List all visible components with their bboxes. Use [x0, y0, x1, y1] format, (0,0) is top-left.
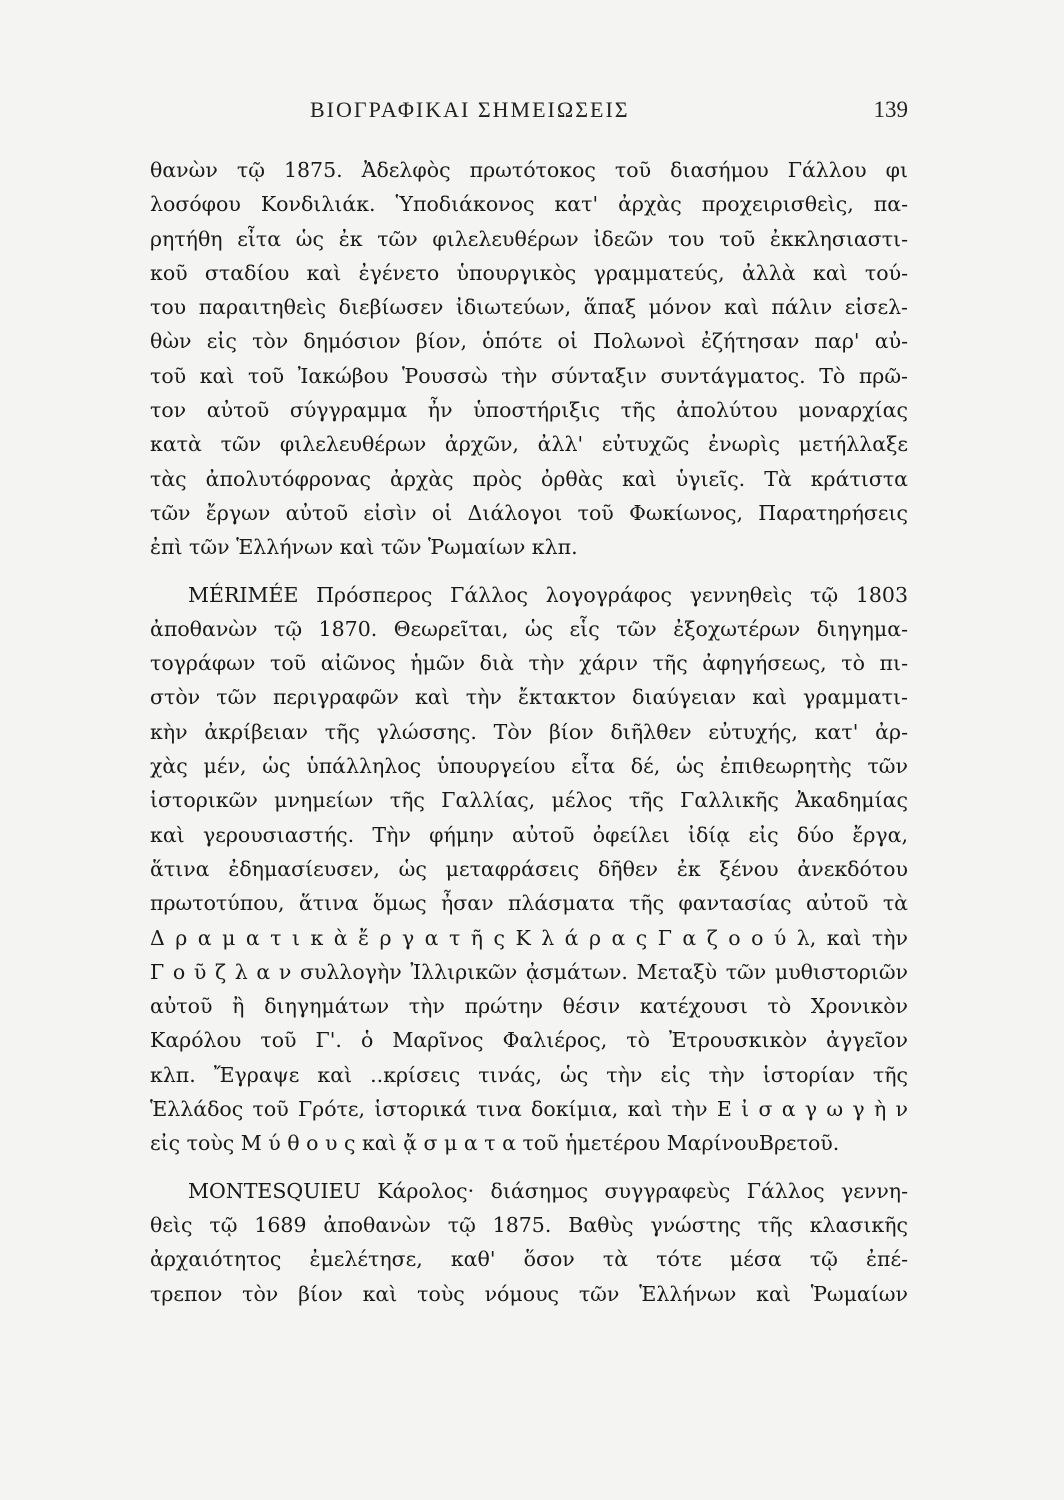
text-line: τρεπον τὸν βίον καὶ τοὺς νόμους τῶν Ἑλλήνων καὶ Ῥωμαίων — [150, 1281, 908, 1306]
text-line: κατὰ τῶν φιλελευθέρων ἀρχῶν, ἀλλ' εὐτυχῶς ἐνωρὶς μετήλλαξε — [150, 432, 908, 457]
text-line: MÉRIMÉE Πρόσπερος Γάλλος λογογράφος γεννηθεὶς τῷ 1803 — [188, 582, 908, 607]
text-line: MONTESQUIEU Κάρολος· διάσημος συγγραφεὺς Γάλλος γεννη- — [188, 1178, 908, 1203]
text-line: θανὼν τῷ 1875. Ἀδελφὸς πρωτότοκος τοῦ διασήμου Γάλλου φι — [150, 158, 908, 182]
text-line: καὶ γερουσιαστής. Τὴν φήμην αὐτοῦ ὀφείλει ἰδίᾳ εἰς δύο ἔργα, — [150, 822, 908, 847]
text-line: ἱστορικῶν μνημείων τῆς Γαλλίας, μέλος τῆς Γαλλικῆς Ἀκαδημίας — [150, 788, 908, 813]
paragraph-condillac-continued — [150, 153, 908, 565]
text-line: τον αὐτοῦ σύγγραμμα ἦν ὑποστήριξις τῆς ἀπολύτου μοναρχίας — [150, 398, 908, 423]
text-line: ἐπὶ τῶν Ἑλλήνων καὶ τῶν Ῥωμαίων κλπ. — [150, 535, 578, 560]
text-line: ἅτινα ἐδημασίευσεν, ὡς μεταφράσεις δῆθεν ἐκ ξένου ἀνεκδότου — [150, 856, 908, 881]
text-line: πρωτοτύπου, ἅτινα ὅμως ἦσαν πλάσματα τῆς φαντασίας αὐτοῦ τὰ — [150, 891, 908, 916]
page-number: 139 — [873, 97, 908, 122]
text-line: Ἑλλάδος τοῦ Γρότε, ἱστορικά τινα δοκίμια, καὶ τὴν Ε ἰ σ α γ ω γ ὴ ν — [150, 1097, 908, 1122]
text-line: χὰς μέν, ὡς ὑπάλληλος ὑπουργείου εἶτα δέ, ὡς ἐπιθεωρητὴς τῶν — [150, 754, 908, 779]
page-header — [150, 97, 908, 131]
text-line: τογράφων τοῦ αἰῶνος ἡμῶν διὰ τὴν χάριν τῆς ἀφηγήσεως, τὸ πι- — [150, 651, 908, 676]
running-title: ΒΙΟΓΡΑΦΙΚΑΙ ΣΗΜΕΙΩΣΕΙΣ — [310, 97, 630, 122]
body-text — [150, 153, 908, 1311]
text-line: του παραιτηθεὶς διεβίωσεν ἰδιωτεύων, ἅπαξ μόνον καὶ πάλιν εἰσελ- — [150, 295, 908, 320]
paragraph-merimee — [150, 578, 908, 1161]
text-line: τῶν ἔργων αὐτοῦ εἰσὶν οἱ Διάλογοι τοῦ Φωκίωνος, Παρατηρήσεις — [150, 500, 908, 525]
text-line: ρητήθη εἶτα ὡς ἐκ τῶν φιλελευθέρων ἰδεῶν του τοῦ ἐκκλησιαστι- — [150, 226, 908, 251]
text-line: αὐτοῦ ἢ διηγημάτων τὴν πρώτην θέσιν κατέχουσι τὸ Χρονικὸν — [150, 994, 908, 1019]
paragraph-montesquieu — [150, 1174, 908, 1311]
text-line: ἀρχαιότητος ἐμελέτησε, καθ' ὅσον τὰ τότε μέσα τῷ ἐπέ- — [150, 1247, 908, 1272]
text-line: κὴν ἀκρίβειαν τῆς γλώσσης. Τὸν βίον διῆλθεν εὐτυχής, κατ' ἀρ- — [150, 719, 908, 744]
text-line: κοῦ σταδίου καὶ ἐγένετο ὑπουργικὸς γραμματεύς, ἀλλὰ καὶ τού- — [150, 260, 908, 285]
text-line: τὰς ἀπολυτόφρονας ἀρχὰς πρὸς ὀρθὰς καὶ ὑγιεῖς. Τὰ κράτιστα — [150, 466, 908, 491]
text-line: στὸν τῶν περιγραφῶν καὶ τὴν ἔκτακτον διαύγειαν καὶ γραμματι- — [150, 685, 908, 710]
text-line: Γ ο ῦ ζ λ α ν συλλογὴν Ἰλλιρικῶν ᾀσμάτων. Μεταξὺ τῶν μυθιστοριῶν — [150, 959, 908, 984]
text-line: λοσόφου Κονδιλιάκ. Ὑποδιάκονος κατ' ἀρχὰς προχειρισθεὶς, πα- — [150, 192, 908, 217]
text-line: εἰς τοὺς Μ ύ θ ο υ ς καὶ ᾄ σ μ α τ α τοῦ ἡμετέρου ΜαρίνουΒρετοῦ. — [150, 1131, 840, 1156]
text-line: θὼν εἰς τὸν δημόσιον βίον, ὁπότε οἱ Πολωνοὶ ἐζήτησαν παρ' αὐ- — [150, 329, 908, 354]
text-line: θεὶς τῷ 1689 ἀποθανὼν τῷ 1875. Βαθὺς γνώστης τῆς κλασικῆς — [150, 1212, 908, 1237]
text-line: Δ ρ α μ α τ ι κ ὰ ἔ ρ γ α τ ῆ ς Κ λ ά ρ α ς Γ α ζ ο ο ύ λ, καὶ τὴν — [150, 925, 908, 950]
text-line: τοῦ καὶ τοῦ Ἰακώβου Ῥουσσὼ τὴν σύνταξιν συντάγματος. Τὸ πρῶ- — [150, 363, 908, 388]
text-line: ἀποθανὼν τῷ 1870. Θεωρεῖται, ὡς εἷς τῶν ἐξοχωτέρων διηγημα- — [150, 616, 908, 641]
text-line: Καρόλου τοῦ Γ'. ὁ Μαρῖνος Φαλιέρος, τὸ Ἐτρουσκικὸν ἀγγεῖον — [150, 1028, 908, 1053]
text-line: κλπ. Ἔγραψε καὶ ..κρίσεις τινάς, ὡς τὴν εἰς τὴν ἱστορίαν τῆς — [150, 1062, 908, 1087]
